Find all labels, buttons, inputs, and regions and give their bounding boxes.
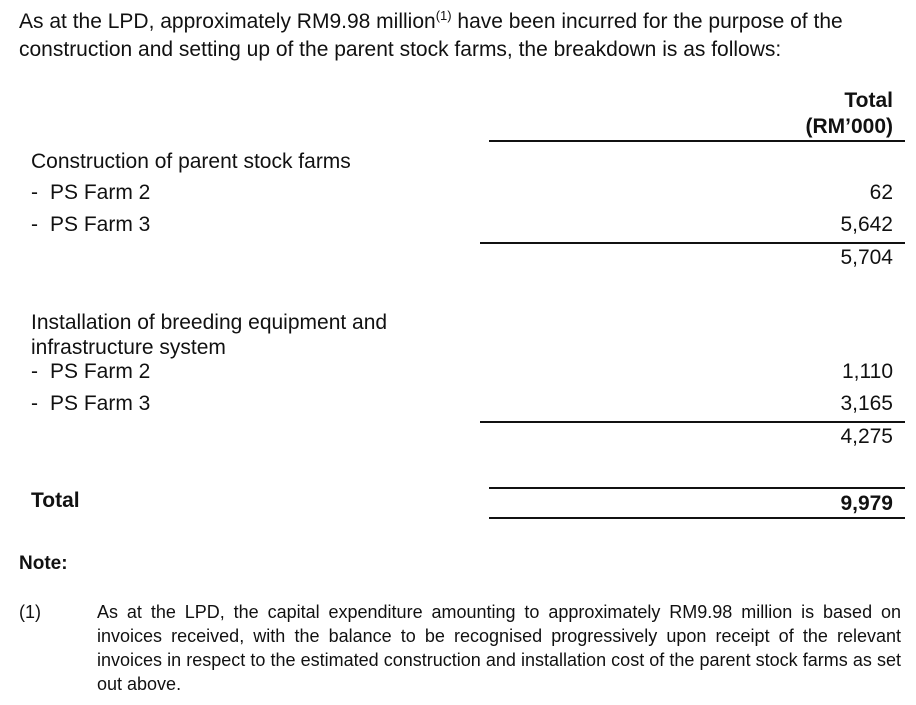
- column-header-total: Total: [844, 89, 893, 112]
- line-item-dash: -: [31, 360, 38, 383]
- line-item-label: [31, 391, 150, 416]
- line-item-value: 1,110: [842, 360, 893, 383]
- total-label: Total: [31, 489, 80, 512]
- line-item-value: 5,642: [840, 213, 893, 236]
- intro-text-before: As at the LPD, approximately RM9.98 million: [19, 10, 436, 33]
- subtotal-value: 5,704: [840, 246, 893, 269]
- total-value: 9,979: [840, 492, 893, 515]
- footnote-reference: (1): [435, 8, 452, 23]
- line-item-name: PS Farm 3: [50, 213, 151, 236]
- column-header-unit: (RM’000): [805, 115, 893, 138]
- total-top-rule: [489, 487, 905, 489]
- line-item-value: 3,165: [840, 392, 893, 415]
- note-heading: Note:: [19, 553, 68, 574]
- subtotal-value: 4,275: [840, 425, 893, 448]
- intro-text-after: have been incurred for the purpose of the construction and setting up of the parent stock farms, the breakdown is as follows:: [19, 10, 843, 61]
- total-bottom-rule: [489, 517, 905, 519]
- line-item-value: 62: [869, 181, 893, 204]
- subtotal-rule: [480, 242, 905, 244]
- line-item-dash: -: [31, 392, 38, 415]
- line-item-name: PS Farm 2: [50, 360, 151, 383]
- intro-paragraph: [19, 9, 903, 63]
- note-text: As at the LPD, the capital expenditure amounting to approximately RM9.98 million is based on invoices received, with the balance to be recognised progressively upon receipt of the relevant invoices in respect to the estimated construction and installation cost of the parent stock farms as set out above.: [97, 602, 901, 694]
- line-item-label: [31, 359, 150, 384]
- section-title-construction: Construction of parent stock farms: [31, 150, 351, 173]
- line-item-dash: -: [31, 181, 38, 204]
- line-item-label: [31, 212, 150, 237]
- line-item-dash: -: [31, 213, 38, 236]
- header-underline: [489, 140, 905, 142]
- line-item-name: PS Farm 3: [50, 392, 151, 415]
- note-number: (1): [19, 602, 41, 622]
- line-item-name: PS Farm 2: [50, 181, 151, 204]
- line-item-label: [31, 180, 150, 205]
- section-title-installation-cont: infrastructure system: [31, 336, 226, 359]
- subtotal-rule: [480, 421, 905, 423]
- section-title-installation: Installation of breeding equipment and: [31, 311, 388, 334]
